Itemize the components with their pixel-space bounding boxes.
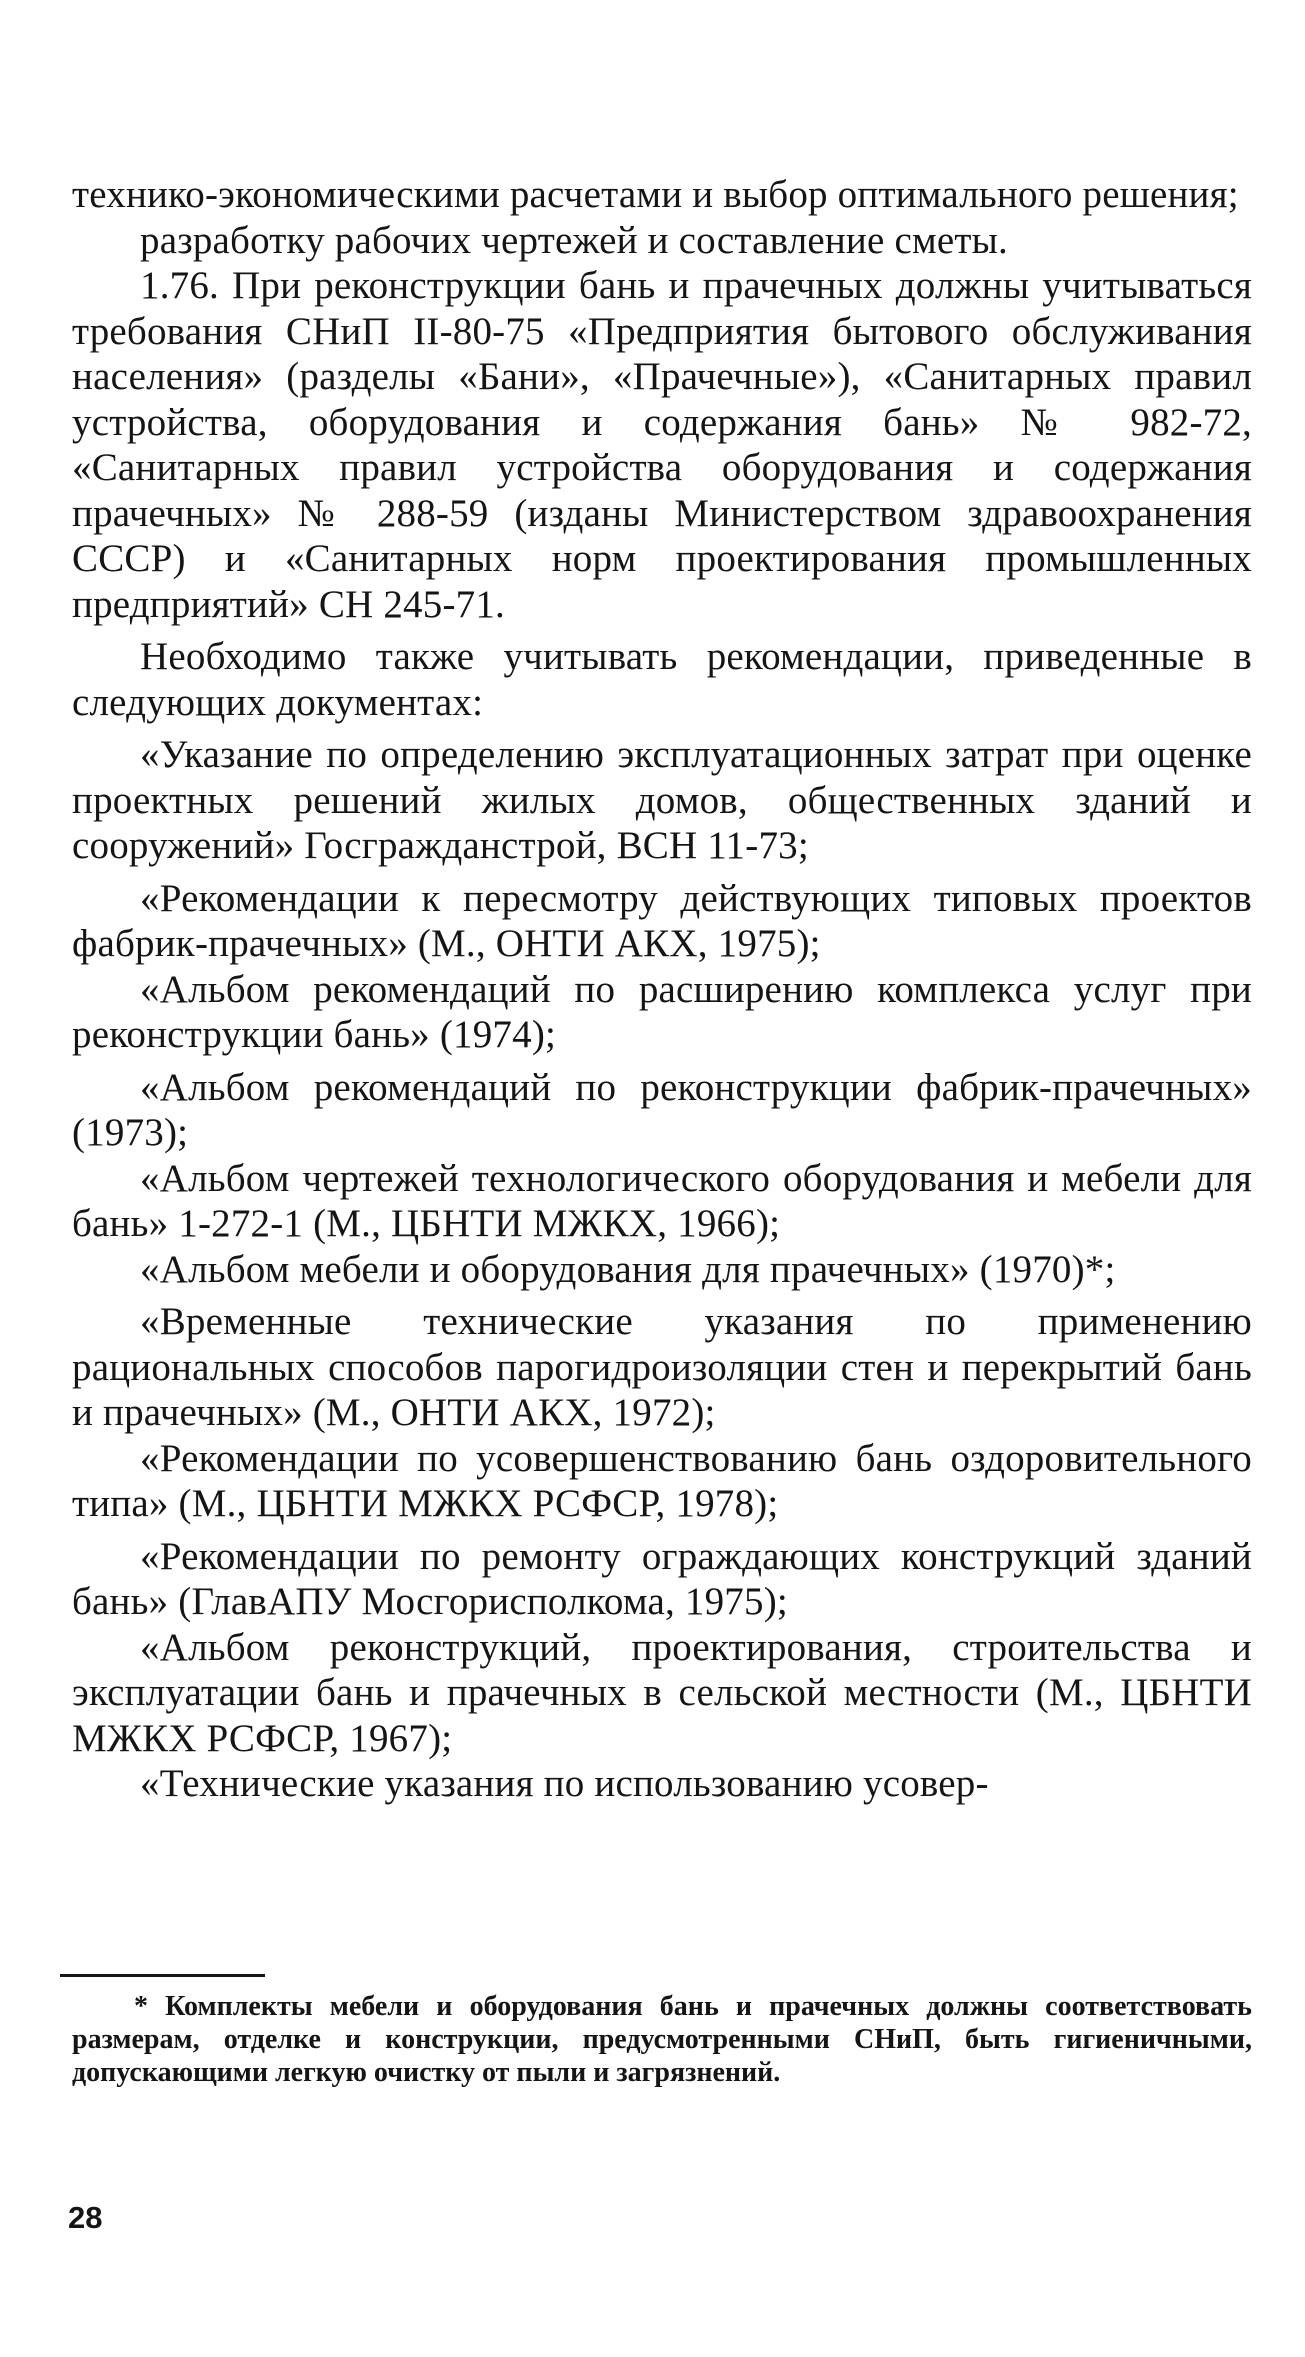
paragraph-continuation: технико-экономическими расчетами и выбор оптимального решения; (72, 173, 1239, 216)
paragraph-section-1-76: 1.76. При реконструкции бань и прачечных должны учитываться требования СНиП II-80-75 «Предприятия бытового обслуживания населения» (разделы «Бани», «Прачечные»), «Санитарных правил устройства, оборудования и содержания бань» № 982-72, «Санитарных правил устройства оборудования и содержания прачечных» № 288-59 (изданы Министерством здравоохранения СССР) и «Санитарных норм проектирования промышленных предприятий» СН 245-71. (72, 264, 1252, 626)
list-item-document: «Временные технические указания по применению рациональных способов парогидроизоляции стен и перекрытий бань и прачечных» (М., ОНТИ АКХ, 1972); (72, 1300, 1252, 1434)
paragraph-working-drawings: разработку рабочих чертежей и составление сметы. (140, 218, 1008, 262)
main-text (72, 172, 1252, 1807)
footnote-divider (60, 1974, 265, 1977)
paragraph-recommendations-intro: Необходимо также учитывать рекомендации, приведенные в следующих документах: (72, 635, 1252, 724)
footnote: * Комплекты мебели и оборудования бань и прачечных должны соответствовать размерам, отделке и конструкции, предусмотренными СНиП, быть гигиеничными, допускающими легкую очистку от пыли и загрязнений. (72, 1991, 1252, 2088)
list-item-document-with-footnote: «Альбом мебели и оборудования для прачечных» (1970)*; (140, 1247, 1116, 1291)
list-item-document: «Рекомендации по ремонту ограждающих конструкций зданий бань» (ГлавАПУ Мосгорисполкома, 1975); (72, 1534, 1252, 1623)
list-item-document: «Альбом рекомендаций по реконструкции фабрик-прачечных» (1973); (72, 1065, 1252, 1154)
list-item-document: «Указание по определению эксплуатационных затрат при оценке проектных решений жилых домов, общественных зданий и сооружений» Госгражданстрой, ВСН 11-73; (72, 733, 1252, 867)
list-item-document: «Рекомендации по усовершенствованию бань оздоровительного типа» (М., ЦБНТИ МЖКХ РСФСР, 1978); (72, 1436, 1252, 1525)
list-item-document: «Альбом реконструкций, проектирования, строительства и эксплуатации бань и прачечных в сельской местности (М., ЦБНТИ МЖКХ РСФСР, 1967); (72, 1625, 1252, 1760)
list-item-document: «Альбом чертежей технологического оборудования и мебели для бань» 1-272-1 (М., ЦБНТИ МЖКХ, 1966); (72, 1156, 1252, 1245)
list-item-document-continued: «Технические указания по использованию усовер- (140, 1762, 989, 1805)
list-item-document: «Альбом рекомендаций по расширению комплекса услуг при реконструкции бань» (1974); (72, 967, 1252, 1056)
list-item-document: «Рекомендации к пересмотру действующих типовых проектов фабрик-прачечных» (М., ОНТИ АКХ, 1975); (72, 876, 1252, 965)
page-number: 28 (68, 2200, 103, 2235)
